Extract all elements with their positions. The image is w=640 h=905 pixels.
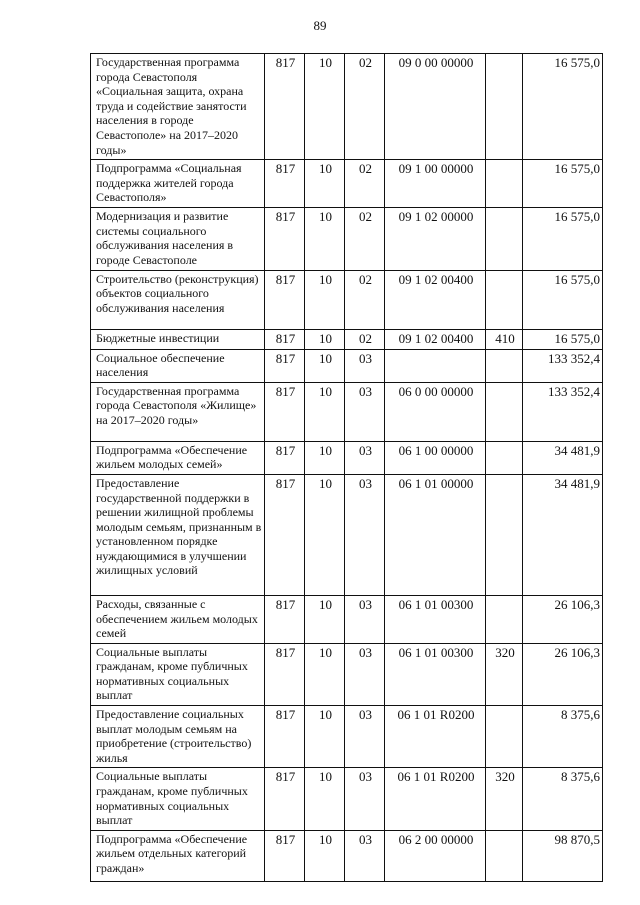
table-row [91,349,603,382]
table-row [91,768,603,830]
expense-type-code [486,441,523,474]
expense-type-code [486,54,523,160]
expense-type-code [486,382,523,441]
subsection-code: 03 [345,706,385,768]
page-number: 89 [313,18,327,33]
expense-type-code [486,270,523,329]
row-name: Подпрограмма «Обеспечение жильем молодых семей» [91,441,265,474]
target-code: 09 0 00 00000 [385,54,486,160]
section-code: 10 [305,329,345,349]
target-code: 06 1 01 00300 [385,643,486,705]
ministry-code: 817 [265,595,305,643]
ministry-code: 817 [265,349,305,382]
expense-type-code: 410 [486,329,523,349]
amount: 8 375,6 [523,768,603,830]
row-name: Социальные выплаты гражданам, кроме публичных нормативных социальных выплат [91,643,265,705]
row-name: Подпрограмма «Обеспечение жильем отдельных категорий граждан» [91,830,265,881]
target-code: 06 1 00 00000 [385,441,486,474]
section-code: 10 [305,54,345,160]
row-name: Государственная программа города Севастополя «Социальная защита, охрана труда и содействие занятости населения в городе Севастополе» на 2017–2020 годы» [91,54,265,160]
ministry-code: 817 [265,441,305,474]
budget-table [90,53,603,882]
subsection-code: 02 [345,270,385,329]
expense-type-code [486,349,523,382]
table-row [91,441,603,474]
row-name: Расходы, связанные с обеспечением жильем молодых семей [91,595,265,643]
table-row [91,706,603,768]
section-code: 10 [305,595,345,643]
section-code: 10 [305,382,345,441]
section-code: 10 [305,643,345,705]
ministry-code: 817 [265,706,305,768]
ministry-code: 817 [265,768,305,830]
expense-type-code [486,595,523,643]
expense-type-code: 320 [486,643,523,705]
subsection-code: 03 [345,643,385,705]
ministry-code: 817 [265,474,305,595]
subsection-code: 03 [345,768,385,830]
target-code: 06 1 01 00000 [385,474,486,595]
row-name: Подпрограмма «Социальная поддержка жителей города Севастополя» [91,160,265,208]
expense-type-code [486,208,523,270]
table-row [91,474,603,595]
target-code: 06 1 01 R0200 [385,768,486,830]
table-row [91,830,603,881]
section-code: 10 [305,768,345,830]
section-code: 10 [305,441,345,474]
subsection-code: 03 [345,382,385,441]
row-name: Строительство (реконструкция) объектов социального обслуживания населения [91,270,265,329]
target-code: 09 1 02 00000 [385,208,486,270]
ministry-code: 817 [265,270,305,329]
subsection-code: 03 [345,349,385,382]
amount: 26 106,3 [523,643,603,705]
section-code: 10 [305,160,345,208]
ministry-code: 817 [265,208,305,270]
section-code: 10 [305,474,345,595]
target-code: 09 1 00 00000 [385,160,486,208]
table-row [91,54,603,160]
ministry-code: 817 [265,382,305,441]
amount: 16 575,0 [523,54,603,160]
row-name: Предоставление социальных выплат молодым семьям на приобретение (строительство) жилья [91,706,265,768]
expense-type-code: 320 [486,768,523,830]
amount: 133 352,4 [523,349,603,382]
row-name: Социальное обеспечение населения [91,349,265,382]
amount: 98 870,5 [523,830,603,881]
amount: 16 575,0 [523,208,603,270]
amount: 34 481,9 [523,474,603,595]
table-row [91,208,603,270]
section-code: 10 [305,830,345,881]
amount: 26 106,3 [523,595,603,643]
amount: 16 575,0 [523,160,603,208]
ministry-code: 817 [265,329,305,349]
table-row [91,160,603,208]
section-code: 10 [305,706,345,768]
amount: 34 481,9 [523,441,603,474]
table-row [91,382,603,441]
ministry-code: 817 [265,830,305,881]
expense-type-code [486,706,523,768]
subsection-code: 03 [345,830,385,881]
subsection-code: 03 [345,595,385,643]
section-code: 10 [305,349,345,382]
expense-type-code [486,474,523,595]
ministry-code: 817 [265,54,305,160]
expense-type-code [486,160,523,208]
row-name: Бюджетные инвестиции [91,329,265,349]
row-name: Социальные выплаты гражданам, кроме публичных нормативных социальных выплат [91,768,265,830]
target-code: 09 1 02 00400 [385,270,486,329]
amount: 16 575,0 [523,329,603,349]
target-code [385,349,486,382]
target-code: 06 1 01 R0200 [385,706,486,768]
row-name: Государственная программа города Севастополя «Жилище» на 2017–2020 годы» [91,382,265,441]
expense-type-code [486,830,523,881]
table-row [91,595,603,643]
target-code: 06 0 00 00000 [385,382,486,441]
row-name: Предоставление государственной поддержки в решении жилищной проблемы молодым семьям, признанным в установленном порядке нуждающимися в улучшении жилищных условий [91,474,265,595]
section-code: 10 [305,208,345,270]
ministry-code: 817 [265,643,305,705]
section-code: 10 [305,270,345,329]
table-row [91,270,603,329]
amount: 133 352,4 [523,382,603,441]
target-code: 06 2 00 00000 [385,830,486,881]
subsection-code: 02 [345,329,385,349]
table-row [91,329,603,349]
target-code: 06 1 01 00300 [385,595,486,643]
subsection-code: 02 [345,208,385,270]
subsection-code: 02 [345,54,385,160]
target-code: 09 1 02 00400 [385,329,486,349]
subsection-code: 03 [345,474,385,595]
subsection-code: 03 [345,441,385,474]
row-name: Модернизация и развитие системы социального обслуживания населения в городе Севастополе [91,208,265,270]
subsection-code: 02 [345,160,385,208]
table-row [91,643,603,705]
amount: 16 575,0 [523,270,603,329]
ministry-code: 817 [265,160,305,208]
amount: 8 375,6 [523,706,603,768]
